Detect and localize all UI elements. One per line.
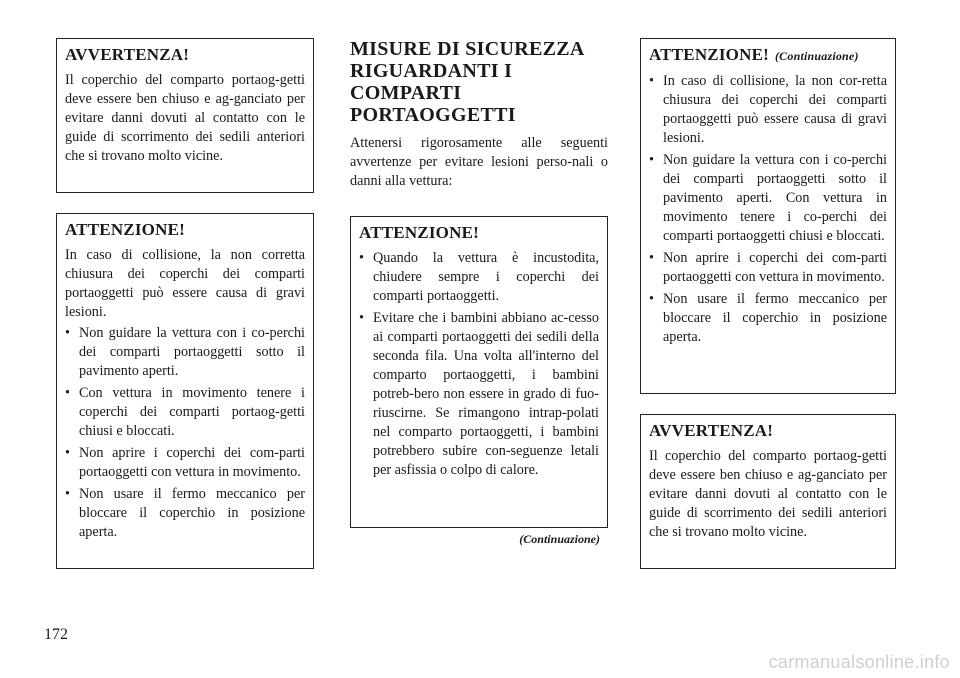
- list-item: • In caso di collisione, la non cor-retta chiusura dei coperchi dei comparti portaoggetti può essere causa di gravi lesioni.: [649, 73, 887, 146]
- list-item: • Quando la vettura è incustodita, chiudere sempre i coperchi dei comparti portaoggetti.: [359, 250, 599, 304]
- list-item: • Con vettura in movimento tenere i coperchi dei comparti portaog-getti chiusi e bloccati.: [65, 385, 305, 439]
- caution-bullet-list: [359, 249, 599, 480]
- caution-box-attenzione-continued: [640, 38, 896, 394]
- watermark: carmanualsonline.info: [768, 652, 950, 672]
- bullet-icon: •: [649, 291, 654, 307]
- section-intro: Attenersi rigorosamente alle seguenti avvertenze per evitare lesioni perso-nali o danni alla vettura:: [350, 135, 608, 189]
- caution-box-attenzione: [56, 213, 314, 569]
- continuation-label: (Continuazione): [774, 49, 859, 63]
- bullet-icon: •: [359, 250, 364, 266]
- heading-line: MISURE DI SICUREZZA: [350, 38, 585, 60]
- bullet-icon: •: [359, 310, 364, 326]
- list-item: • Non usare il fermo meccanico per bloccare il coperchio in posizione aperta.: [649, 291, 887, 345]
- caution-bullet-list: [649, 72, 887, 347]
- heading-line: PORTAOGGETTI: [350, 104, 516, 126]
- bullet-icon: •: [649, 250, 654, 266]
- bullet-icon: •: [649, 152, 654, 168]
- heading-line: COMPARTI: [350, 82, 462, 104]
- list-item: • Non guidare la vettura con i co-perchi dei comparti portaoggetti sotto il pavimento aperti. Con vettura in movimento tenere i co-perchi dei comparti portaoggetti chiusi e bloccati.: [649, 152, 887, 244]
- caution-intro: In caso di collisione, la non corretta chiusura dei coperchi dei comparti portaoggetti può essere causa di gravi lesioni.: [65, 247, 305, 320]
- bullet-icon: •: [65, 486, 70, 502]
- section-heading: [350, 38, 608, 126]
- warning-title: AVVERTENZA!: [65, 45, 190, 64]
- caution-box-attenzione: [350, 216, 608, 528]
- page-number: 172: [44, 626, 68, 643]
- caution-bullet-list: [65, 324, 305, 542]
- list-item: • Non aprire i coperchi dei com-parti portaoggetti con vettura in movimento.: [649, 250, 887, 285]
- heading-line: RIGUARDANTI I: [350, 60, 513, 82]
- warning-box-avvertenza: [56, 38, 314, 193]
- bullet-icon: •: [65, 385, 70, 401]
- warning-text: Il coperchio del comparto portaog-getti deve essere ben chiuso e ag-ganciato per evitare danni dovuti al contatto con le guide di scorrimento dei sedili anteriori che si trovano molto vicine.: [65, 72, 305, 164]
- list-item: • Non guidare la vettura con i co-perchi dei comparti portaoggetti sotto il pavimento aperti.: [65, 325, 305, 379]
- list-item: • Non usare il fermo meccanico per bloccare il coperchio in posizione aperta.: [65, 486, 305, 540]
- caution-title: ATTENZIONE! (Continuazione): [649, 45, 859, 64]
- caution-title: ATTENZIONE!: [359, 223, 479, 242]
- bullet-icon: •: [65, 325, 70, 341]
- list-item: • Evitare che i bambini abbiano ac-cesso ai comparti portaoggetti dei sedili della seconda fila. Una volta all'interno del comparto portaoggetti, i bambini potreb-bero non essere in grado di fuo-riuscirne. Se rimangono intrap-polati nel comparto portaoggetti, i bambini potrebbero subire con-seguenze letali per asfissia o colpo di calore.: [359, 310, 599, 478]
- warning-box-avvertenza: [640, 414, 896, 569]
- list-item: • Non aprire i coperchi dei com-parti portaoggetti con vettura in movimento.: [65, 445, 305, 480]
- continuation-note: (Continuazione): [519, 532, 600, 546]
- bullet-icon: •: [649, 73, 654, 89]
- bullet-icon: •: [65, 445, 70, 461]
- warning-text: Il coperchio del comparto portaog-getti deve essere ben chiuso e ag-ganciato per evitare danni dovuti al contatto con le guide di scorrimento dei sedili anteriori che si trovano molto vicine.: [649, 448, 887, 540]
- warning-title: AVVERTENZA!: [649, 421, 774, 440]
- caution-title: ATTENZIONE!: [65, 220, 185, 239]
